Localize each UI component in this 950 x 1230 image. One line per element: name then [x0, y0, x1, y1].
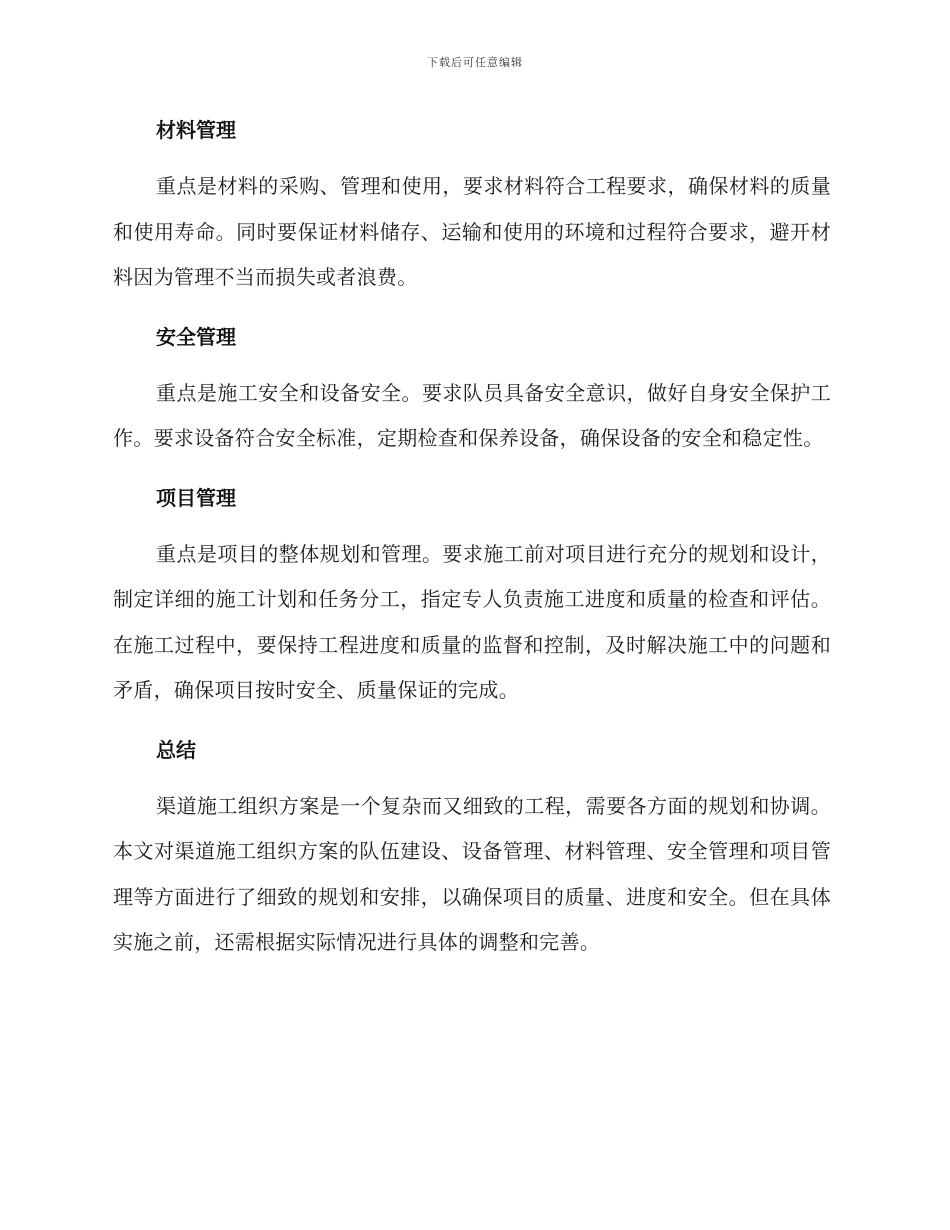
section-safety-management	[113, 315, 831, 462]
section-project-management	[113, 476, 831, 714]
section-paragraph: 渠道施工组织方案是一个复杂而又细致的工程，需要各方面的规划和协调。本文对渠道施工组织方案的队伍建设、设备管理、材料管理、安全管理和项目管理等方面进行了细致的规划和安排，以确保项目的质量、进度和安全。但在具体实施之前，还需根据实际情况进行具体的调整和完善。	[113, 793, 831, 954]
page-header: 下载后可任意编辑	[427, 56, 523, 69]
section-heading: 安全管理	[156, 324, 236, 349]
section-paragraph: 重点是项目的整体规划和管理。要求施工前对项目进行充分的规划和设计，制定详细的施工计划和任务分工，指定专人负责施工进度和质量的检查和评估。在施工过程中，要保持工程进度和质量的监督和控制，及时解决施工中的问题和矛盾，确保项目按时安全、质量保证的完成。	[113, 541, 831, 702]
section-heading: 总结	[156, 737, 196, 762]
section-paragraph: 重点是材料的采购、管理和使用，要求材料符合工程要求，确保材料的质量和使用寿命。同时要保证材料储存、运输和使用的环境和过程符合要求，避开材料因为管理不当而损失或者浪费。	[113, 174, 831, 289]
section-heading: 材料管理	[156, 118, 236, 142]
section-paragraph: 重点是施工安全和设备安全。要求队员具备安全意识，做好自身安全保护工作。要求设备符合安全标准，定期检查和保养设备，确保设备的安全和稳定性。	[113, 380, 831, 450]
section-heading: 项目管理	[156, 485, 236, 510]
document-body	[113, 108, 831, 980]
section-summary	[113, 728, 831, 966]
section-material-management	[113, 108, 831, 301]
